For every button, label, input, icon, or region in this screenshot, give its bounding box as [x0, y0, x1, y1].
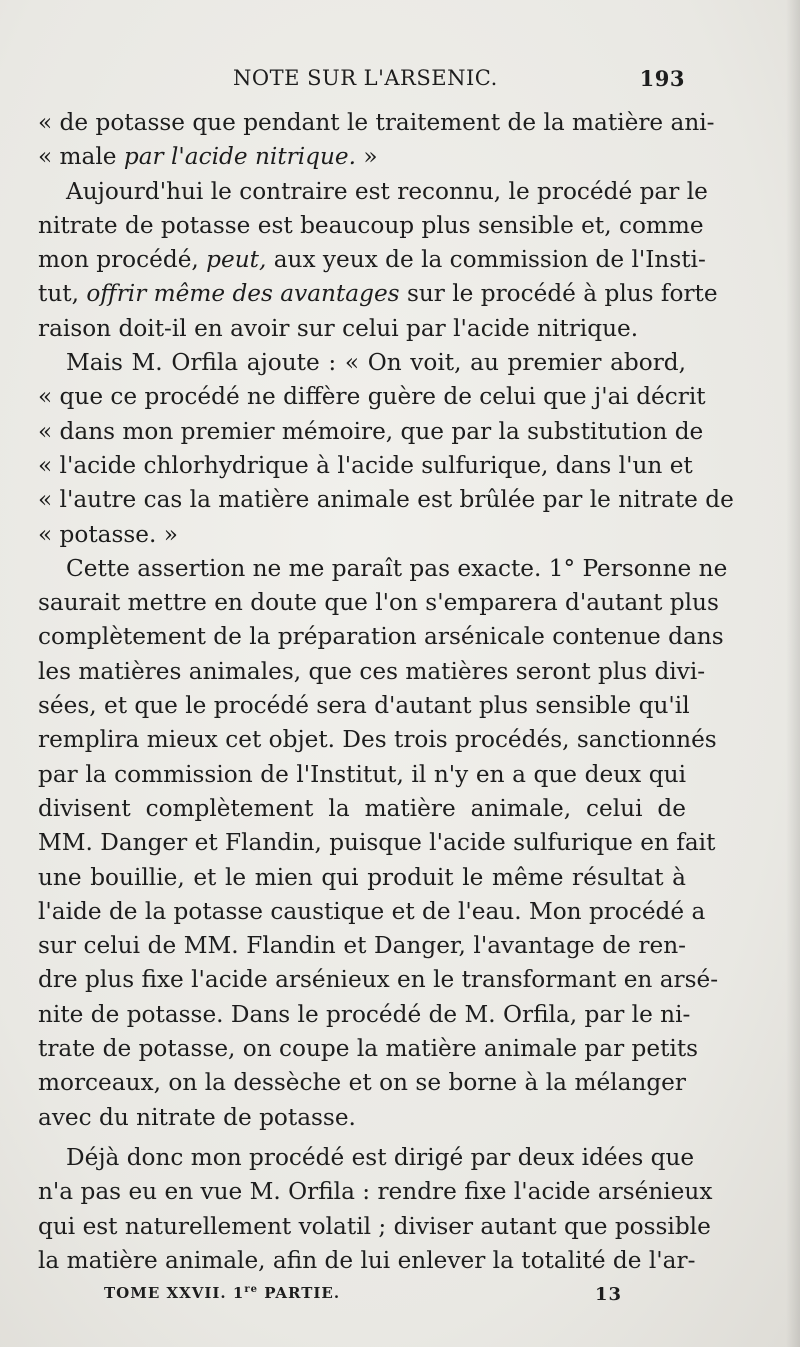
text-line-26: dre plus fixe l'acide arsénieux en le transformant en arsé- [38, 966, 719, 994]
text-line-25: sur celui de MM. Flandin et Danger, l'avantage de ren- [38, 932, 686, 960]
text-line-16: complètement de la préparation arsénicale contenue dans [38, 623, 724, 651]
page-footer [104, 1284, 622, 1312]
page-edge-shadow [786, 0, 800, 1347]
text-line-17: les matières animales, que ces matières seront plus divi- [38, 657, 706, 685]
signature-part: PARTIE. [257, 1284, 341, 1302]
text-line-29: morceaux, on la dessèche et on se borne à la mélanger [38, 1069, 686, 1097]
text-line-33: qui est naturellement volatil ; diviser autant que possible [38, 1212, 711, 1240]
running-head [45, 66, 685, 100]
text-line-19: remplira mieux cet objet. Des trois procédés, sanctionnés [38, 726, 717, 754]
text-line-23: une bouillie, et le mien qui produit le même résultat à [38, 863, 686, 891]
text-line-13: « potasse. » [38, 520, 178, 548]
text-line-20: par la commission de l'Institut, il n'y en a que deux qui [38, 760, 686, 788]
signature-superscript: re [244, 1284, 258, 1295]
italic-peut: peut, [206, 246, 267, 274]
text-line-30: avec du nitrate de potasse. [38, 1103, 356, 1131]
text-line-2-start: « male [38, 143, 124, 171]
text-line-27: nite de potasse. Dans le procédé de M. Orfila, par le ni- [38, 1000, 691, 1028]
text-line-18: sées, et que le procédé sera d'autant plus sensible qu'il [38, 692, 690, 720]
text-line-31: Déjà donc mon procédé est dirigé par deux idées que [66, 1143, 695, 1171]
text-line-3: Aujourd'hui le contraire est reconnu, le procédé par le [66, 177, 708, 205]
text-line-1: « de potasse que pendant le traitement de la matière ani- [38, 109, 715, 136]
text-line-28: trate de potasse, on coupe la matière animale par petits [38, 1035, 699, 1063]
text-line-11: « l'acide chlorhydrique à l'acide sulfurique, dans l'un et [38, 451, 693, 479]
text-line-6-tail: sur le procédé à plus forte [399, 280, 718, 308]
text-line-32: n'a pas eu en vue M. Orfila : rendre fixe l'acide arsénieux [38, 1178, 713, 1206]
text-line-5-start: mon procédé, [38, 246, 207, 274]
text-line-5 [38, 243, 706, 277]
body-text [38, 106, 734, 1278]
text-line-6 [38, 277, 718, 311]
text-line-15: saurait mettre en doute que l'on s'emparera d'autant plus [38, 589, 719, 617]
italic-acide-nitrique: par l'acide nitrique. [123, 143, 357, 171]
page-number: 193 [639, 66, 685, 91]
italic-offrir: offrir même des avantages [86, 280, 400, 308]
signature-volume: TOME XXVII. 1 [104, 1284, 245, 1302]
text-line-6-start: tut, [38, 280, 87, 308]
text-line-21: divisent complètement la matière animale, celui de [38, 794, 686, 822]
text-line-2-tail: » [356, 143, 378, 171]
text-line-10: « dans mon premier mémoire, que par la substitution de [38, 417, 704, 445]
text-line-2 [38, 140, 686, 174]
text-line-24: l'aide de la potasse caustique et de l'eau. Mon procédé a [38, 897, 706, 925]
text-line-34: la matière animale, afin de lui enlever la totalité de l'ar- [38, 1246, 696, 1274]
text-line-8: Mais M. Orfila ajoute : « On voit, au premier abord, [66, 349, 686, 377]
text-line-9: « que ce procédé ne diffère guère de celui que j'ai décrit [38, 383, 706, 411]
text-line-14: Cette assertion ne me paraît pas exacte. 1° Personne ne [66, 554, 728, 582]
text-line-12: « l'autre cas la matière animale est brûlée par le nitrate de [38, 486, 734, 514]
text-line-4: nitrate de potasse est beaucoup plus sensible et, comme [38, 211, 704, 239]
text-line-5-tail: aux yeux de la commission de l'Insti- [266, 246, 706, 274]
text-line-22: MM. Danger et Flandin, puisque l'acide sulfurique en fait [38, 829, 716, 857]
text-line-7: raison doit-il en avoir sur celui par l'acide nitrique. [38, 314, 639, 342]
gathering-number: 13 [594, 1284, 622, 1305]
running-head-title: NOTE SUR L'ARSENIC. [233, 66, 498, 90]
signature-mark [104, 1284, 340, 1302]
